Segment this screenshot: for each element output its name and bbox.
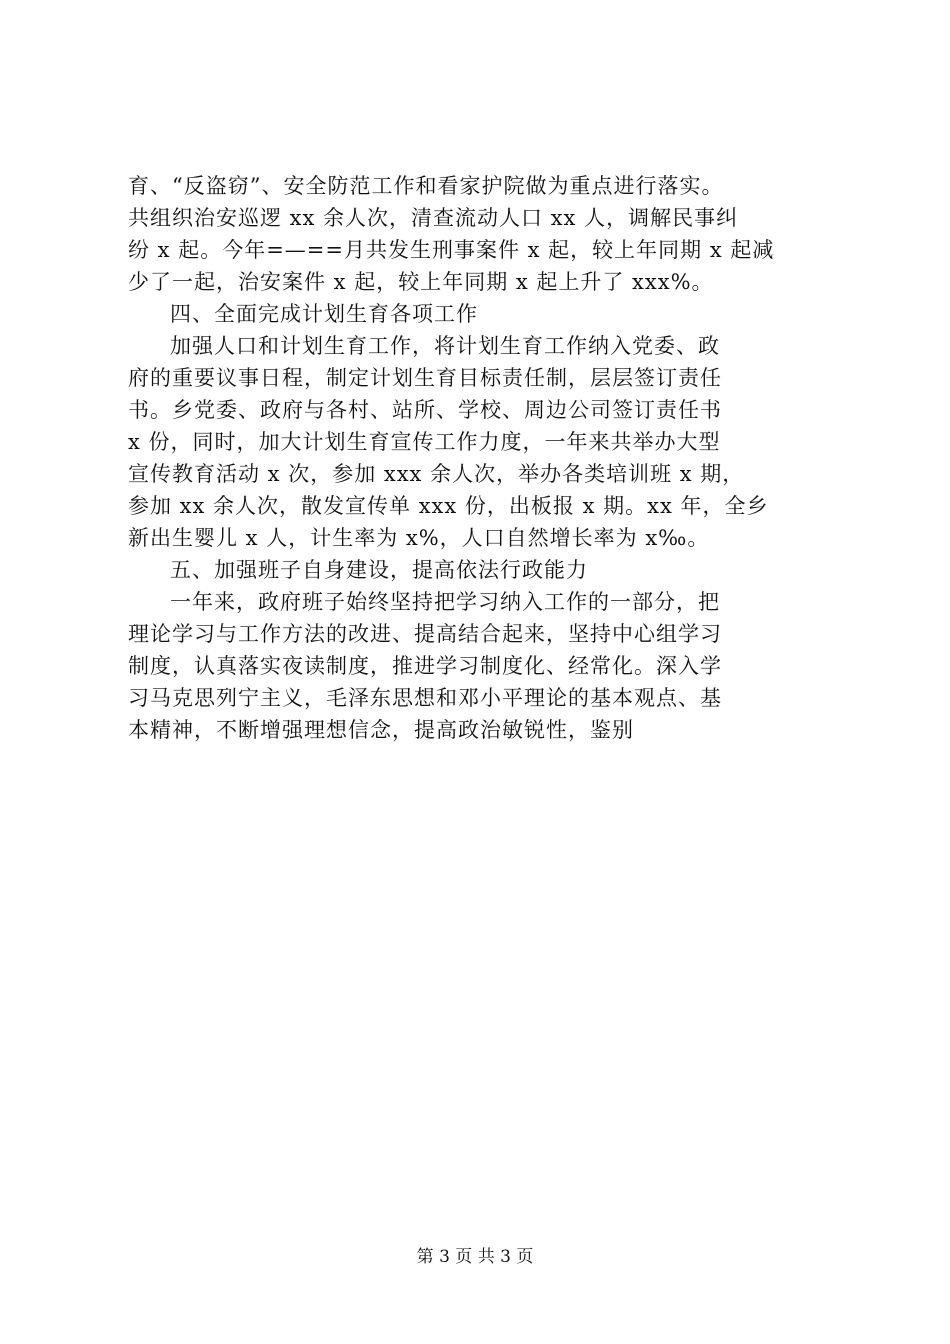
text-line: 一年来，政府班子始终坚持把学习纳入工作的一部分，把 [170, 590, 720, 614]
text-line: x 份，同时，加大计划生育宣传工作力度，一年来共举办大型 [128, 430, 721, 454]
text-line: 新出生婴儿 x 人，计生率为 x%，人口自然增长率为 x‰。 [128, 526, 710, 550]
body-text [128, 170, 833, 746]
text-line: 习马克思列宁主义，毛泽东思想和邓小平理论的基本观点、基 [128, 686, 722, 710]
page-number-footer: 第 3 页 共 3 页 [416, 1247, 534, 1267]
text-line: 加强人口和计划生育工作，将计划生育工作纳入党委、政 [170, 334, 720, 358]
text-line: 理论学习与工作方法的改进、提高结合起来，坚持中心组学习 [128, 622, 722, 646]
text-line: 本精神，不断增强理想信念，提高政治敏锐性，鉴别 [128, 718, 634, 742]
text-line: 府的重要议事日程，制定计划生育目标责任制，层层签订责任 [128, 366, 722, 390]
text-line: 制度，认真落实夜读制度，推进学习制度化、经常化。深入学 [128, 654, 722, 678]
section-heading: 四、全面完成计划生育各项工作 [170, 302, 478, 326]
section-heading: 五、加强班子自身建设，提高依法行政能力 [170, 558, 588, 582]
text-line: 共组织治安巡逻 xx 余人次，清查流动人口 xx 人，调解民事纠 [128, 206, 739, 230]
text-line: 宣传教育活动 x 次，参加 xxx 余人次，举办各类培训班 x 期， [128, 462, 745, 486]
text-line: 参加 xx 余人次，散发宣传单 xxx 份，出板报 x 期。xx 年，全乡 [128, 494, 769, 518]
text-line: 少了一起，治安案件 x 起，较上年同期 x 起上升了 xxx%。 [128, 270, 714, 294]
text-line: 育、“反盗窃”、安全防范工作和看家护院做为重点进行落实。 [128, 174, 724, 198]
text-line: 纷 x 起。今年=—==月共发生刑事案件 x 起，较上年同期 x 起减 [128, 238, 775, 262]
text-line: 书。乡党委、政府与各村、站所、学校、周边公司签订责任书 [128, 398, 722, 422]
